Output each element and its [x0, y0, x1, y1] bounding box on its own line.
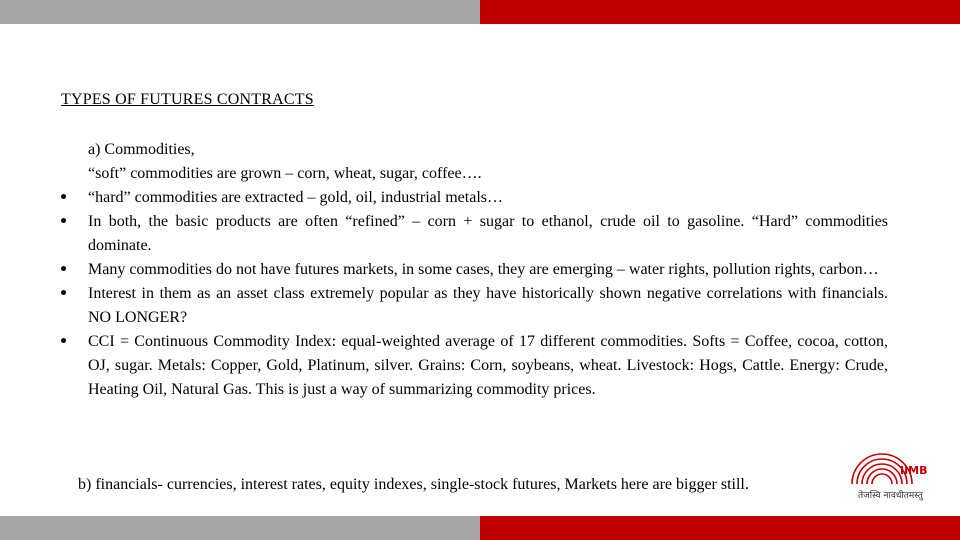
- bullet-icon: [58, 282, 68, 306]
- bullet-icon: [58, 210, 68, 234]
- bullet-text: In both, the basic products are often “refined” – corn + sugar to ethanol, crude oil to gasoline. “Hard” commodities dominate.: [88, 213, 888, 254]
- bottom-bar-red: [480, 516, 960, 540]
- top-bar-gray: [0, 0, 480, 24]
- bullet-item: [88, 282, 888, 330]
- intro-line: a) Commodities,: [88, 141, 195, 158]
- bullet-icon: [58, 186, 68, 210]
- slide-body: [88, 138, 888, 402]
- bullet-text: Interest in them as an asset class extremely popular as they have historically shown negative correlations with financials. NO LONGER?: [88, 285, 888, 326]
- bullet-item: [88, 186, 888, 210]
- svg-text:IIMB: IIMB: [900, 464, 928, 477]
- bullet-item: [88, 258, 888, 282]
- bullet-icon: [58, 258, 68, 282]
- slide-title: TYPES OF FUTURES CONTRACTS: [61, 91, 314, 108]
- bullet-text: Many commodities do not have futures markets, in some cases, they are emerging – water rights, pollution rights, carbon…: [88, 261, 879, 278]
- bullet-item: [88, 330, 888, 402]
- bullet-list: [88, 186, 888, 402]
- intro-line: “soft” commodities are grown – corn, wheat, sugar, coffee….: [88, 165, 482, 182]
- bullet-text: “hard” commodities are extracted – gold, oil, industrial metals…: [88, 189, 503, 206]
- section-b-text: b) financials- currencies, interest rates, equity indexes, single-stock futures, Markets here are bigger still.: [78, 476, 749, 493]
- bottom-bar-gray: [0, 516, 480, 540]
- top-bar-red: [480, 0, 960, 24]
- bullet-icon: [58, 330, 68, 354]
- logo-motto: तेजस्वि नावधीतमस्तु: [858, 491, 923, 501]
- bullet-item: [88, 210, 888, 258]
- bullet-text: CCI = Continuous Commodity Index: equal-weighted average of 17 different commodities. Softs = Coffee, cocoa, cotton, OJ, sugar. Metals: Copper, Gold, Platinum, silver. Grains: Corn, soybeans, wheat. Livestock: Hogs, Cattle. Energy: Crude, Heating Oil, Natural Gas. This is just a way of summarizing commodity prices.: [88, 333, 888, 398]
